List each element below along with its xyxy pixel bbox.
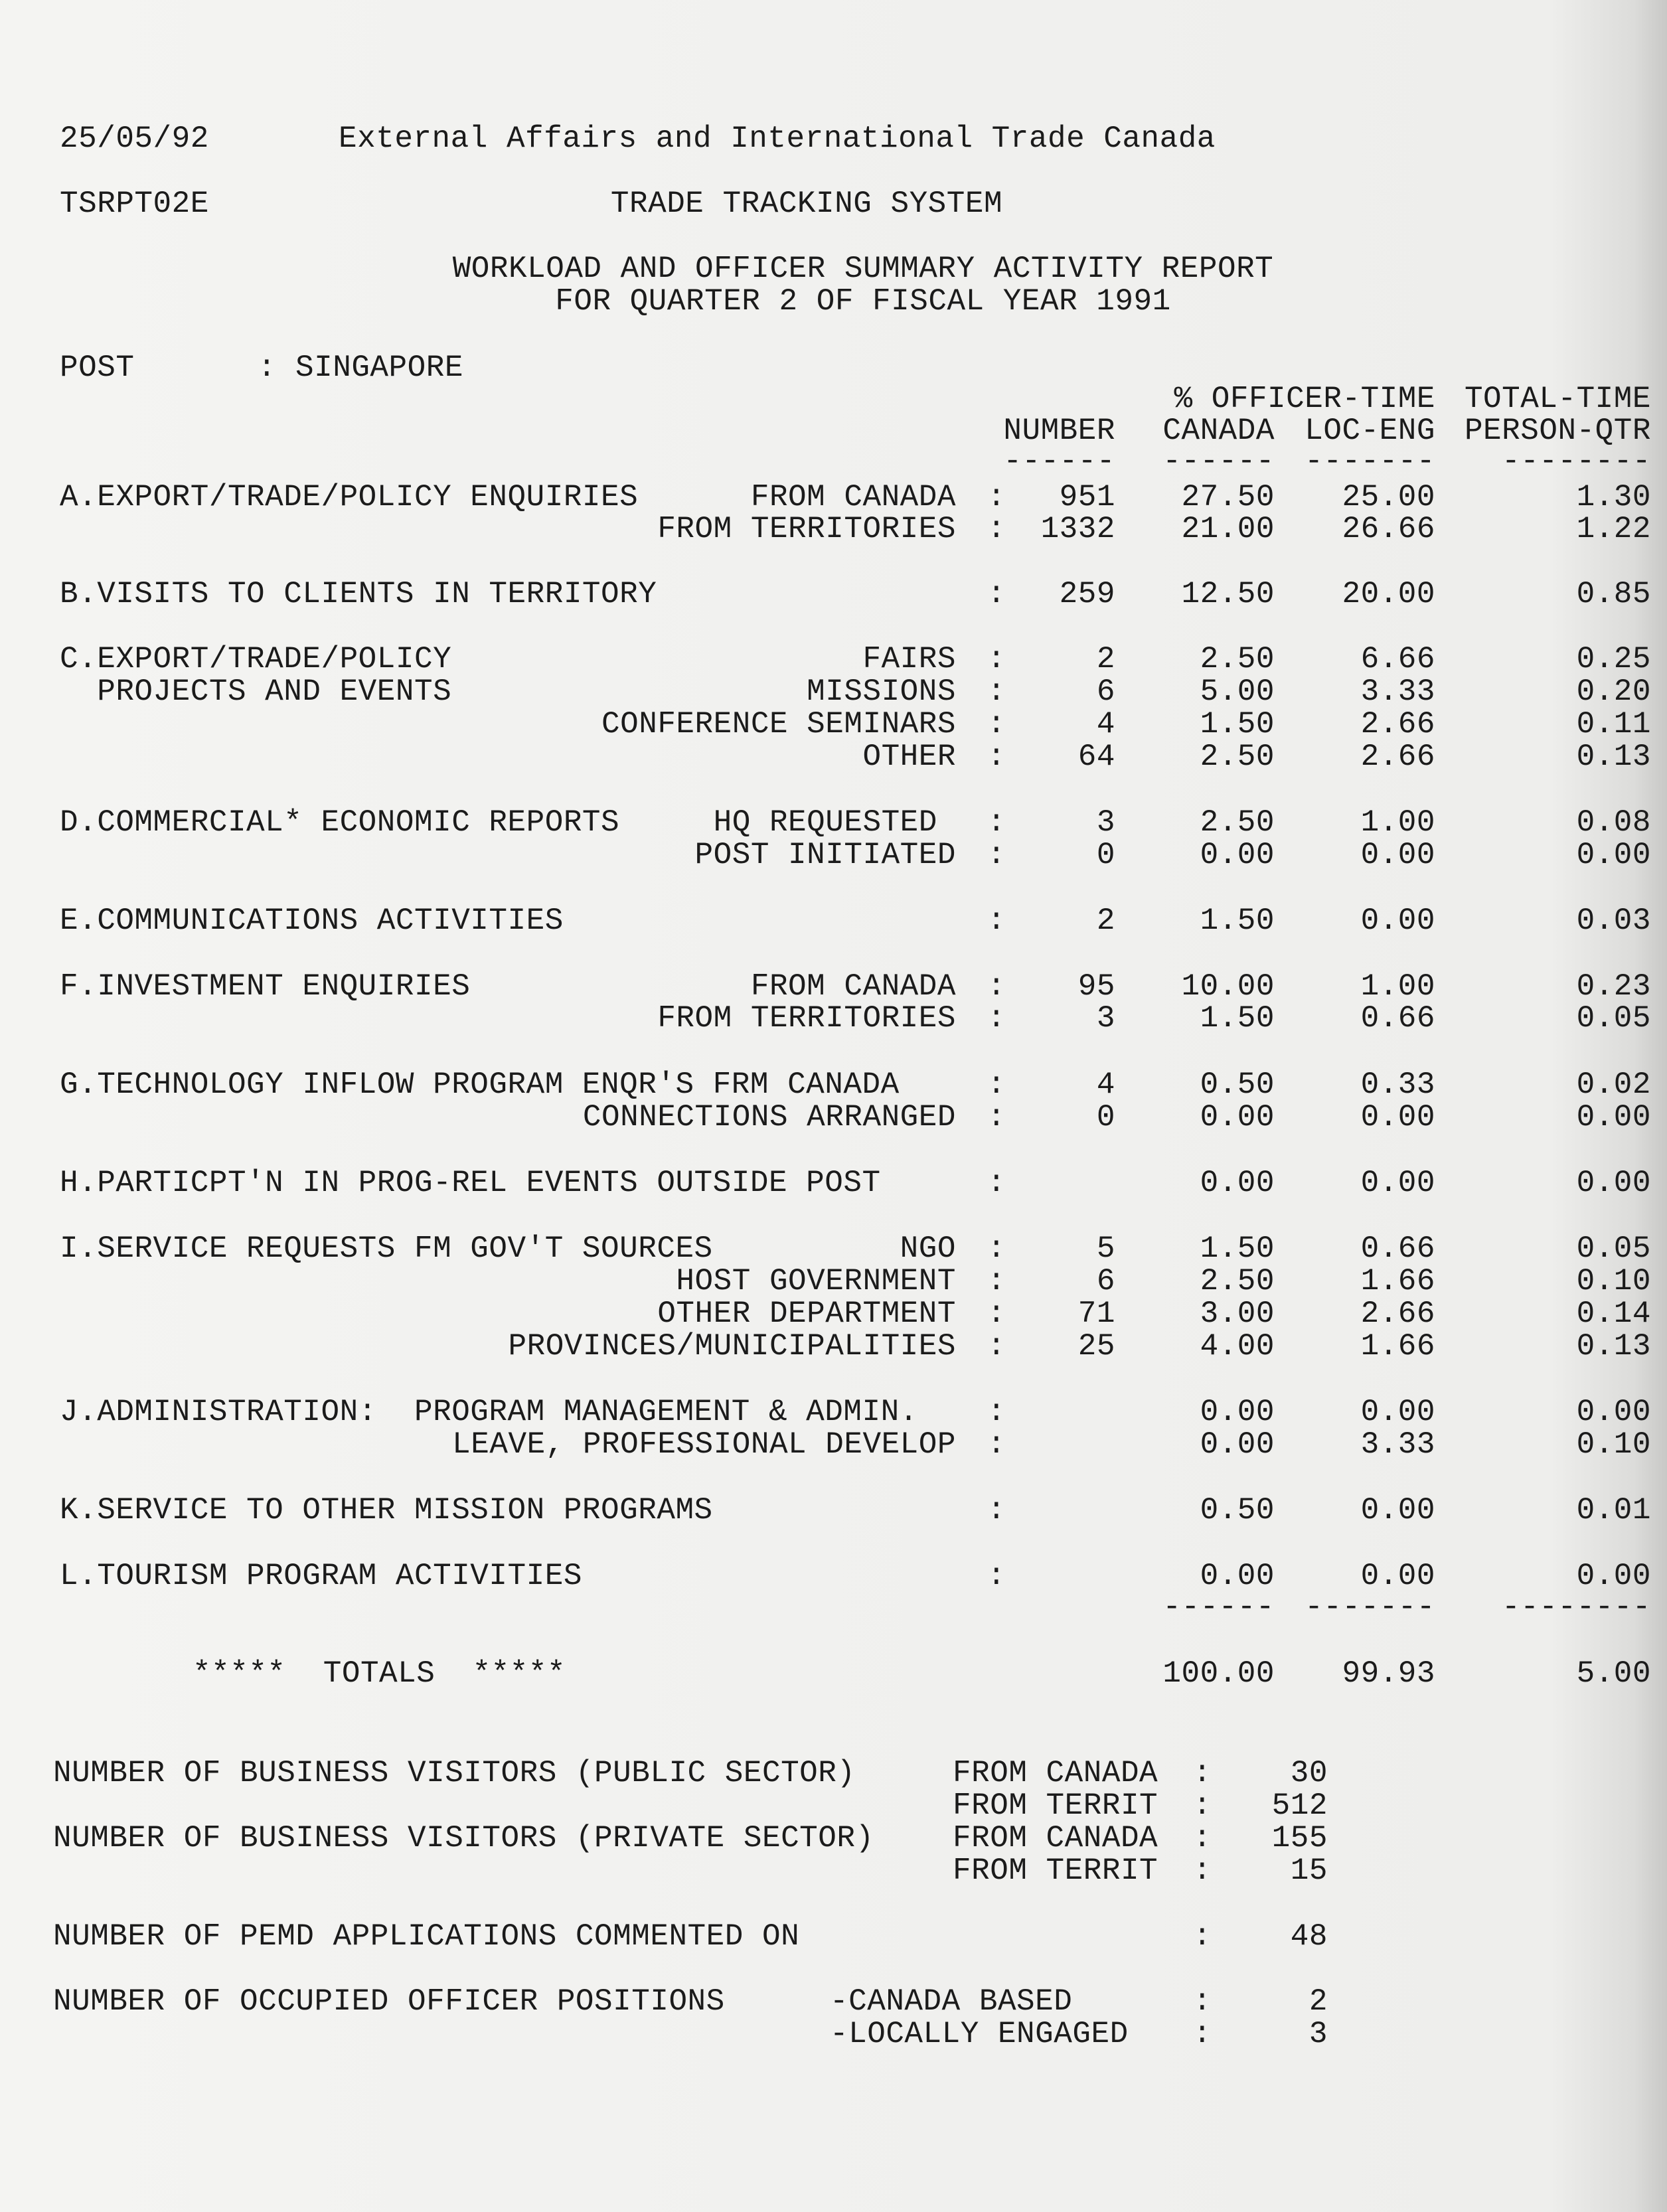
row-number-value: 6 [1096,1264,1115,1299]
row-person-qtr: 1.30 [1576,480,1651,514]
row-colon: : [987,1493,1006,1528]
positions-label: NUMBER OF OCCUPIED OFFICER POSITIONS [53,1984,725,2019]
report-title: WORKLOAD AND OFFICER SUMMARY ACTIVITY REPORT [452,252,1274,286]
row-colon: : [987,1001,1006,1036]
row-category-label: E.COMMUNICATIONS ACTIVITIES [60,904,564,938]
row-colon: : [987,740,1006,774]
row-person-qtr: 0.13 [1576,1329,1651,1364]
row-number-value: 4 [1096,707,1115,742]
pemd-label: NUMBER OF PEMD APPLICATIONS COMMENTED ON [53,1919,800,1954]
person-qtr-underline: -------- [1502,444,1651,479]
row-canada-pct: 4.00 [1200,1329,1275,1364]
totals-person-qtr: 5.00 [1576,1656,1651,1691]
row-loc-eng-pct: 2.66 [1360,1297,1435,1331]
row-subcategory-label: HQ REQUESTED [713,805,956,840]
row-canada-pct: 2.50 [1200,642,1275,676]
row-colon: : [987,674,1006,709]
row-canada-pct: 2.50 [1200,805,1275,840]
row-canada-pct: 0.00 [1200,1559,1275,1593]
row-colon: : [987,1166,1006,1200]
row-canada-pct: 2.50 [1200,740,1275,774]
row-loc-eng-pct: 3.33 [1360,674,1435,709]
row-subcategory-label: CONNECTIONS ARRANGED [582,1100,956,1135]
row-subcategory-label: PROVINCES/MUNICIPALITIES [508,1329,956,1364]
row-number-value: 951 [1059,480,1115,514]
row-person-qtr: 0.03 [1576,904,1651,938]
row-loc-eng-pct: 0.00 [1360,1559,1435,1593]
positions-canada-value: 2 [1309,1984,1328,2019]
positions-local-colon: : [1193,2017,1212,2051]
post-label: POST [60,351,135,385]
row-number-value: 5 [1096,1231,1115,1266]
canada-underline: ------ [1162,444,1275,479]
row-number-value: 95 [1077,969,1115,1004]
row-category-label: F.INVESTMENT ENQUIRIES [60,969,471,1004]
organization-name: External Affairs and International Trade Canada [339,121,1216,156]
row-colon: : [987,838,1006,872]
pemd-value: 48 [1290,1919,1328,1954]
row-loc-eng-pct: 1.66 [1360,1329,1435,1364]
row-loc-eng-pct: 3.33 [1360,1427,1435,1462]
row-subcategory-label: FROM TERRITORIES [657,512,956,546]
row-number-value: 1332 [1040,512,1115,546]
row-category-label: B.VISITS TO CLIENTS IN TERRITORY [60,577,657,611]
post-value: SINGAPORE [295,351,463,385]
row-canada-pct: 2.50 [1200,1264,1275,1299]
loc-eng-underline: ------- [1305,444,1435,479]
row-loc-eng-pct: 1.66 [1360,1264,1435,1299]
row-category-label: C.EXPORT/TRADE/POLICY [60,642,452,676]
row-canada-pct: 12.50 [1181,577,1275,611]
positions-canada-label: -CANADA BASED [830,1984,1073,2019]
visitors-from-label: FROM CANADA [953,1756,1158,1790]
row-loc-eng-pct: 0.00 [1360,904,1435,938]
row-canada-pct: 0.00 [1200,1166,1275,1200]
row-canada-pct: 0.50 [1200,1493,1275,1528]
row-colon: : [987,1297,1006,1331]
row-canada-pct: 1.50 [1200,1231,1275,1266]
report-subtitle: FOR QUARTER 2 OF FISCAL YEAR 1991 [555,284,1171,319]
row-number-value: 6 [1096,674,1115,709]
row-person-qtr: 0.10 [1576,1427,1651,1462]
row-person-qtr: 0.10 [1576,1264,1651,1299]
row-person-qtr: 1.22 [1576,512,1651,546]
row-person-qtr: 0.02 [1576,1067,1651,1102]
row-person-qtr: 0.00 [1576,1559,1651,1593]
row-canada-pct: 27.50 [1181,480,1275,514]
visitors-colon: : [1193,1756,1212,1790]
row-canada-pct: 5.00 [1200,674,1275,709]
person-qtr-header: PERSON-QTR [1464,414,1651,448]
row-category-label: L.TOURISM PROGRAM ACTIVITIES [60,1559,582,1593]
row-number-value: 0 [1096,1100,1115,1135]
visitors-from-label: FROM CANADA [953,1821,1158,1856]
row-subcategory-label: LEAVE, PROFESSIONAL DEVELOP [452,1427,956,1462]
row-loc-eng-pct: 0.00 [1360,1166,1435,1200]
totals-label: ***** TOTALS ***** [193,1656,566,1691]
visitors-value: 155 [1271,1821,1328,1856]
row-loc-eng-pct: 0.66 [1360,1231,1435,1266]
positions-canada-colon: : [1193,1984,1212,2019]
row-number-value: 4 [1096,1067,1115,1102]
row-category-label: K.SERVICE TO OTHER MISSION PROGRAMS [60,1493,713,1528]
row-person-qtr: 0.23 [1576,969,1651,1004]
visitors-value: 512 [1271,1788,1328,1823]
row-loc-eng-pct: 6.66 [1360,642,1435,676]
row-category-label: I.SERVICE REQUESTS FM GOV'T SOURCES [60,1231,713,1266]
row-canada-pct: 3.00 [1200,1297,1275,1331]
row-person-qtr: 0.20 [1576,674,1651,709]
row-colon: : [987,1395,1006,1429]
loc-eng-header: LOC-ENG [1305,414,1435,448]
row-category-label: H.PARTICPT'N IN PROG-REL EVENTS OUTSIDE POST [60,1166,881,1200]
row-colon: : [987,512,1006,546]
row-subcategory-label: FROM CANADA [750,969,956,1004]
visitors-value: 15 [1290,1854,1328,1888]
row-loc-eng-pct: 0.66 [1360,1001,1435,1036]
row-number-value: 3 [1096,1001,1115,1036]
row-canada-pct: 0.50 [1200,1067,1275,1102]
row-loc-eng-pct: 0.00 [1360,838,1435,872]
row-colon: : [987,577,1006,611]
row-loc-eng-pct: 0.00 [1360,1493,1435,1528]
row-number-value: 3 [1096,805,1115,840]
canada-header: CANADA [1162,414,1275,448]
row-person-qtr: 0.05 [1576,1231,1651,1266]
row-number-value: 71 [1077,1297,1115,1331]
row-number-value: 2 [1096,642,1115,676]
report-id: TSRPT02E [60,187,209,221]
row-colon: : [987,1329,1006,1364]
row-canada-pct: 1.50 [1200,707,1275,742]
row-subcategory-label: NGO [900,1231,956,1266]
report-date: 25/05/92 [60,121,209,156]
number-header: NUMBER [1003,414,1115,448]
row-loc-eng-pct: 20.00 [1342,577,1435,611]
visitors-label: NUMBER OF BUSINESS VISITORS (PUBLIC SECTOR) [53,1756,856,1790]
visitors-colon: : [1193,1788,1212,1823]
row-person-qtr: 0.00 [1576,1100,1651,1135]
row-category-label: G.TECHNOLOGY INFLOW PROGRAM ENQR'S FRM CANADA [60,1067,900,1102]
visitors-colon: : [1193,1821,1212,1856]
row-subcategory-label: POST INITIATED [694,838,956,872]
row-loc-eng-pct: 1.00 [1360,805,1435,840]
row-person-qtr: 0.85 [1576,577,1651,611]
row-canada-pct: 0.00 [1200,1395,1275,1429]
row-colon: : [987,1559,1006,1593]
row-subcategory-label: CONFERENCE SEMINARS [601,707,956,742]
row-subcategory-label: OTHER DEPARTMENT [657,1297,956,1331]
row-loc-eng-pct: 1.00 [1360,969,1435,1004]
positions-local-value: 3 [1309,2017,1328,2051]
row-canada-pct: 0.00 [1200,1427,1275,1462]
number-underline: ------ [1003,444,1115,479]
row-loc-eng-pct: 2.66 [1360,707,1435,742]
row-canada-pct: 21.00 [1181,512,1275,546]
row-colon: : [987,707,1006,742]
row-subcategory-label: FROM CANADA [750,480,956,514]
total-time-header: TOTAL-TIME [1464,382,1651,416]
row-category-label: J.ADMINISTRATION: PROGRAM MANAGEMENT & ADMIN. [60,1395,918,1429]
positions-local-label: -LOCALLY ENGAGED [830,2017,1129,2051]
visitors-label: NUMBER OF BUSINESS VISITORS (PRIVATE SECTOR) [53,1821,874,1856]
row-category-label: D.COMMERCIAL* ECONOMIC REPORTS [60,805,620,840]
row-person-qtr: 0.00 [1576,838,1651,872]
pemd-colon: : [1193,1919,1212,1954]
pct-officer-time-header: % OFFICER-TIME [1174,382,1435,416]
row-person-qtr: 0.25 [1576,642,1651,676]
row-colon: : [987,1427,1006,1462]
row-person-qtr: 0.14 [1576,1297,1651,1331]
row-subcategory-label: FAIRS [862,642,956,676]
row-number-value: 259 [1059,577,1115,611]
row-colon: : [987,805,1006,840]
post-separator: : [258,351,277,385]
totals-loc-eng: 99.93 [1342,1656,1435,1691]
row-number-value: 0 [1096,838,1115,872]
row-colon: : [987,642,1006,676]
row-person-qtr: 0.08 [1576,805,1651,840]
row-number-value: 64 [1077,740,1115,774]
row-loc-eng-pct: 2.66 [1360,740,1435,774]
row-loc-eng-pct: 26.66 [1342,512,1435,546]
row-colon: : [987,1100,1006,1135]
row-canada-pct: 0.00 [1200,1100,1275,1135]
visitors-from-label: FROM TERRIT [953,1854,1158,1888]
row-canada-pct: 1.50 [1200,1001,1275,1036]
row-category-label: A.EXPORT/TRADE/POLICY ENQUIRIES [60,480,639,514]
row-loc-eng-pct: 0.00 [1360,1100,1435,1135]
row-colon: : [987,1264,1006,1299]
row-subcategory-label: HOST GOVERNMENT [676,1264,956,1299]
visitors-colon: : [1193,1854,1212,1888]
row-person-qtr: 0.13 [1576,740,1651,774]
row-person-qtr: 0.01 [1576,1493,1651,1528]
totals-canada: 100.00 [1162,1656,1275,1691]
row-loc-eng-pct: 25.00 [1342,480,1435,514]
row-colon: : [987,1231,1006,1266]
row-person-qtr: 0.00 [1576,1166,1651,1200]
row-subcategory-label: MISSIONS [807,674,956,709]
row-subcategory-label: OTHER [862,740,956,774]
row-number-value: 25 [1077,1329,1115,1364]
row-category-label: PROJECTS AND EVENTS [60,674,452,709]
totals-canada-rule: ------ [1162,1590,1275,1624]
row-loc-eng-pct: 0.33 [1360,1067,1435,1102]
row-person-qtr: 0.00 [1576,1395,1651,1429]
row-colon: : [987,904,1006,938]
row-loc-eng-pct: 0.00 [1360,1395,1435,1429]
row-person-qtr: 0.11 [1576,707,1651,742]
row-canada-pct: 0.00 [1200,838,1275,872]
row-number-value: 2 [1096,904,1115,938]
totals-total-rule: -------- [1502,1590,1651,1624]
row-subcategory-label: FROM TERRITORIES [657,1001,956,1036]
visitors-from-label: FROM TERRIT [953,1788,1158,1823]
row-person-qtr: 0.05 [1576,1001,1651,1036]
visitors-value: 30 [1290,1756,1328,1790]
row-colon: : [987,1067,1006,1102]
row-colon: : [987,969,1006,1004]
row-canada-pct: 10.00 [1181,969,1275,1004]
row-colon: : [987,480,1006,514]
row-canada-pct: 1.50 [1200,904,1275,938]
totals-loc-eng-rule: ------- [1305,1590,1435,1624]
system-name: TRADE TRACKING SYSTEM [610,187,1003,221]
